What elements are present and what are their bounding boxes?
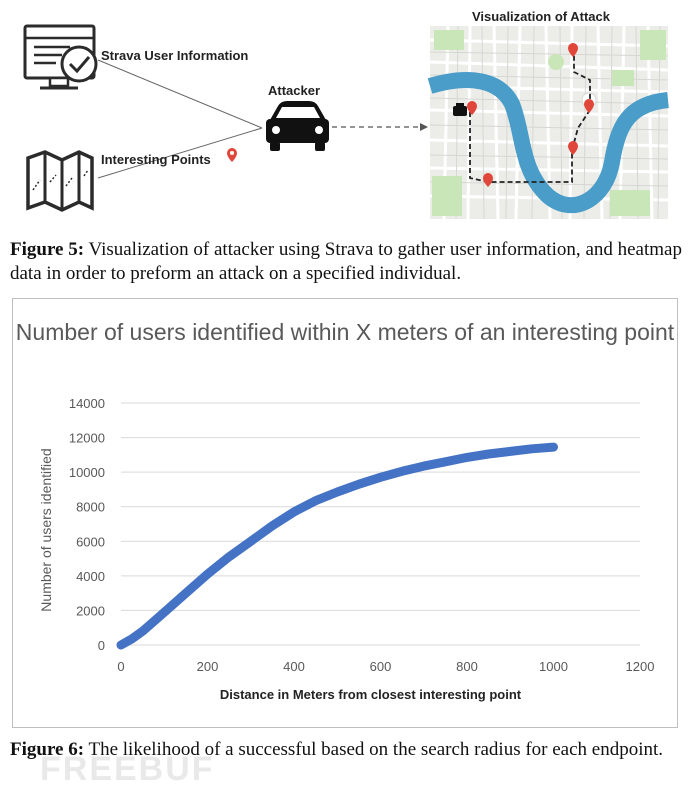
- y-tick-label: 4000: [76, 568, 105, 584]
- x-tick-label: 1000: [539, 659, 568, 674]
- y-tick-label: 14000: [68, 396, 105, 411]
- y-tick-label: 6000: [76, 534, 105, 550]
- attack-map: [430, 26, 668, 219]
- car-icon: [266, 101, 329, 151]
- x-tick-label: 800: [456, 659, 478, 674]
- series-line: [121, 447, 554, 645]
- y-tick-label: 10000: [68, 465, 105, 481]
- x-tick-label: 200: [196, 659, 219, 674]
- watermark: FREEBUF: [40, 750, 215, 788]
- y-tick-label: 2000: [76, 603, 105, 619]
- figure-5-caption-text: Visualization of attacker using Strava to gather user information, and heatmap data in order to preform an attack on a specified individual.: [10, 239, 682, 284]
- y-tick-label: 12000: [68, 430, 105, 446]
- interesting-points-label: Interesting Points: [101, 152, 211, 167]
- figure-5-caption: [10, 238, 682, 286]
- figure-5-diagram: [0, 0, 690, 228]
- folded-map-icon: [28, 152, 92, 210]
- strava-user-info-label: Strava User Information: [101, 48, 249, 63]
- y-axis-label: Number of users identified: [38, 448, 54, 612]
- x-tick-label: 0: [117, 659, 125, 674]
- computer-check-icon: [25, 26, 96, 88]
- chart-title: Number of users identified within X meters of an interesting point: [15, 319, 675, 345]
- y-tick-label: 0: [97, 638, 105, 653]
- figure-6-caption-label: Figure 6:: [10, 739, 85, 760]
- line-chart: [13, 299, 677, 727]
- figure-5-caption-label: Figure 5:: [10, 239, 85, 260]
- visualization-title: Visualization of Attack: [472, 9, 610, 24]
- x-axis-label: Distance in Meters from closest interesting point: [219, 687, 522, 702]
- y-tick-label: 8000: [76, 499, 105, 515]
- figure-5: [0, 0, 690, 300]
- attacker-label: Attacker: [268, 83, 321, 98]
- x-tick-label: 400: [283, 659, 305, 674]
- x-tick-label: 1200: [625, 659, 655, 674]
- location-pin-icon: [227, 148, 237, 162]
- figure-6-caption-text: The likelihood of a successful based on the search radius for each endpoint.: [88, 739, 664, 760]
- x-tick-label: 600: [369, 659, 392, 674]
- figure-6-chart: [12, 298, 678, 728]
